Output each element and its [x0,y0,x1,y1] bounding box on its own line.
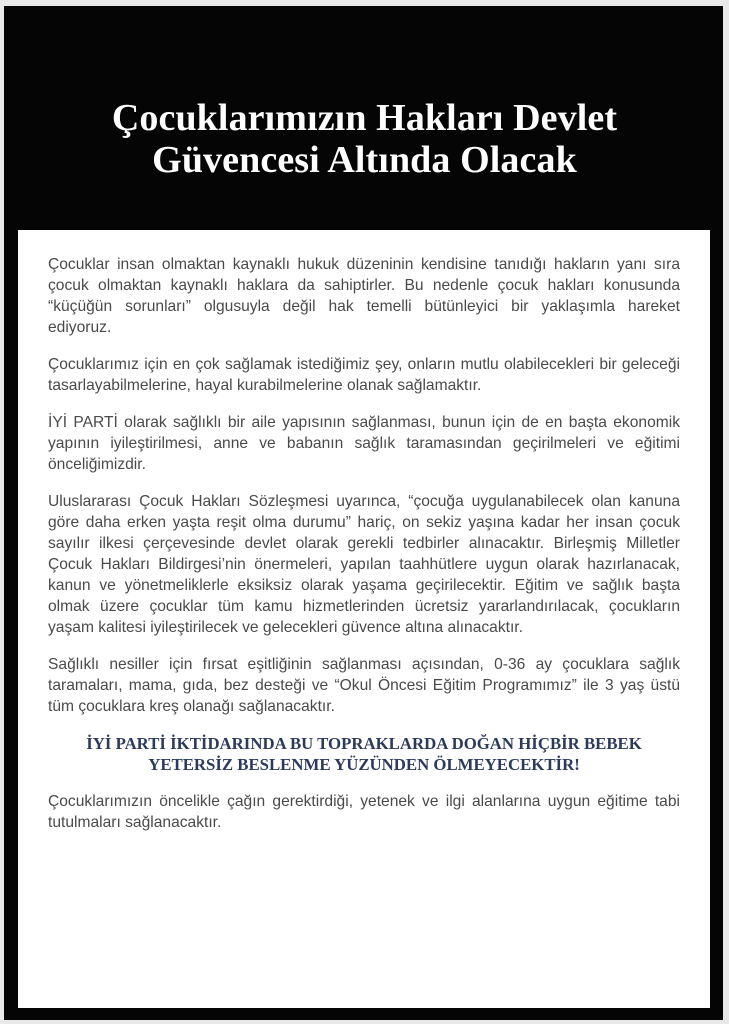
closing-paragraph: Çocuklarımızın öncelikle çağın gerektirdiği, yetenek ve ilgi alanlarına uygun eğitime tabi tutulmaları sağlanacaktır. [48,793,680,831]
title-line-2: Güvencesi Altında Olacak [152,139,577,182]
paragraph-1: Çocuklar insan olmaktan kaynaklı hukuk düzeninin kendisine tanıdığı hakların yanı sıra çocuk olmaktan kaynaklı haklara da sahiptirler. Bu nedenle çocuk hakları konusunda “küçüğün sorunları” olgusuyla değil hak temelli bütünleyici bir yaklaşımla hareket ediyoruz. [48,256,680,336]
page-title [0,97,729,181]
paragraph-3: İYİ PARTİ olarak sağlıklı bir aile yapısının sağlanması, bunun için de en başta ekonomik yapının iyileştirilmesi, anne ve babanın sağlık taramasından geçirilmeleri ve eğitimi önceliğimizdir. [48,414,680,473]
highlight-line-2: YETERSİZ BESLENME YÜZÜNDEN ÖLMEYECEKTİR! [148,755,580,774]
content-panel [18,230,710,1008]
article-body [48,254,680,849]
paragraph-5: Sağlıklı nesiller için fırsat eşitliğinin sağlanması açısından, 0-36 ay çocuklara sağlık taramaları, mama, gıda, bez desteği ve “Okul Öncesi Eğitim Programımız” ile 3 yaş üstü tüm çocuklara kreş olanağı sağlanacaktır. [48,656,680,715]
paragraph-4: Uluslararası Çocuk Hakları Sözleşmesi uyarınca, “çocuğa uygulanabilecek olan kanuna göre daha erken yaşta reşit olma durumu” hariç, on sekiz yaşına kadar her insan çocuk sayılır ilkesi çerçevesinde devlet olarak gerekli tedbirler alınacaktır. Birleşmiş Milletler Çocuk Hakları Bildirgesi’nin önermeleri, yapılan taahhütlere uygun olarak hazırlanacak, kanun ve yönetmeliklerle eksiksiz olarak yaşama geçirilecektir. Eğitim ve sağlık başta olmak üzere çocuklar tüm kamu hizmetlerinden ücretsiz yararlandırılacak, çocukların yaşam kalitesi iyileştirilecek ve gelecekleri güvence altına alınacaktır. [48,493,680,636]
title-line-1: Çocuklarımızın Hakları Devlet [111,97,618,140]
highlight-statement [44,733,684,775]
highlight-line-1: İYİ PARTİ İKTİDARINDA BU TOPRAKLARDA DOĞAN HİÇBİR BEBEK [86,734,642,753]
paragraph-2: Çocuklarımız için en çok sağlamak istediğimiz şey, onların mutlu olabilecekleri bir geleceği tasarlayabilmelerine, hayal kurabilmelerine olanak sağlamaktır. [48,356,680,394]
